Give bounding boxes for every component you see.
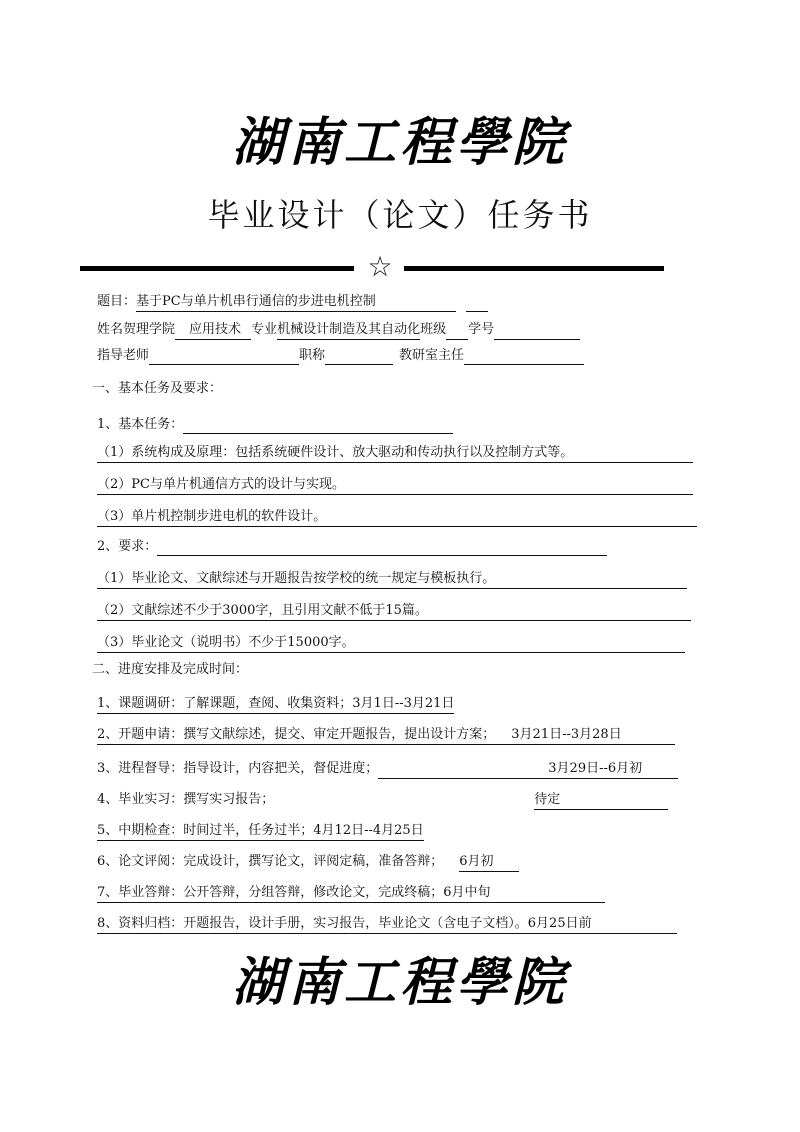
- title-label: 职称: [299, 348, 326, 363]
- schedule-task: 8、资料归档：开题报告，设计手册，实习报告，毕业论文（含电子文档）。: [97, 916, 528, 931]
- college-blank: [175, 325, 189, 340]
- schedule-task: 6、论文评阅：完成设计，撰写论文，评阅定稿，准备答辩；: [97, 854, 444, 869]
- schedule-item: [97, 915, 677, 934]
- schedule-task: 3、进程督导：指导设计，内容把关，督促进度；: [97, 761, 379, 776]
- schedule-item: [97, 853, 519, 872]
- requirement-item: （1）毕业论文、文献综述与开题报告按学校的统一规定与模板执行。: [97, 570, 687, 589]
- class-label: 班级: [420, 322, 447, 337]
- schedule-item: [97, 726, 675, 745]
- requirements-heading: 2、要求：: [97, 539, 158, 554]
- schedule-time: 待定: [534, 791, 668, 810]
- basic-task-heading: 1、基本任务：: [97, 417, 184, 432]
- school-logo-bottom: 湖南工程學院: [231, 952, 568, 1013]
- basic-task-item: （3）单片机控制步进电机的软件设计。: [97, 508, 697, 527]
- schedule-task: 7、毕业答辩：公开答辩，分组答辩，修改论文，完成终稿；: [97, 885, 444, 900]
- requirement-item: （2）文献综述不少于3000字，且引用文献不低于15篇。: [97, 602, 691, 621]
- major-label: 专业: [251, 322, 278, 337]
- college-value: 贺理学院: [123, 322, 176, 337]
- dept-value: 应用技术: [189, 321, 241, 340]
- topic-blank: [376, 297, 456, 312]
- topic-line: [97, 293, 488, 312]
- requirements-blank: [157, 541, 607, 556]
- topic-label: 题目：: [97, 294, 137, 309]
- schedule-task: 5、中期检查：时间过半，任务过半；: [97, 823, 314, 838]
- schedule-item: [97, 695, 454, 714]
- schedule-item: [97, 884, 605, 903]
- requirements-line: [97, 538, 607, 556]
- schedule-item: [97, 760, 678, 779]
- requirement-item: （3）毕业论文（说明书）不少于15000字。: [97, 634, 685, 653]
- section2-heading: 二、进度安排及完成时间：: [92, 662, 249, 677]
- schedule-blank: [378, 764, 548, 779]
- advisor-line: [97, 347, 584, 365]
- name-label: 姓名: [97, 322, 124, 337]
- director-label: 教研室主任: [399, 348, 465, 363]
- schedule-time: 6月初: [459, 853, 519, 872]
- document-title: 毕业设计（论文）任务书: [207, 196, 593, 234]
- schedule-time: 3月29日--6月初: [548, 760, 678, 779]
- basic-task-line: [97, 416, 453, 434]
- topic-value: 基于PC与单片机串行通信的步进电机控制: [136, 293, 376, 312]
- schedule-time: 6月25日前: [527, 916, 592, 931]
- section1-heading: 一、基本任务及要求：: [92, 381, 223, 396]
- director-blank: [464, 350, 584, 365]
- school-logo-top: 湖南工程學院: [231, 112, 568, 173]
- divider-bar-right: [404, 266, 664, 271]
- title-divider: [80, 250, 664, 285]
- title-blank: [325, 350, 393, 365]
- schedule-time: 4月12日--4月25日: [313, 823, 424, 838]
- id-blank: [494, 325, 580, 340]
- schedule-task: 4、毕业实习：撰写实习报告；: [97, 792, 275, 807]
- major-value: 机械设计制造及其自动化: [277, 321, 420, 340]
- class-blank: [446, 325, 468, 340]
- topic-blank-2: [466, 297, 488, 312]
- star-icon: ☆: [367, 250, 393, 283]
- dept-blank: [241, 325, 251, 340]
- basic-task-item: （2）PC与单片机通信方式的设计与实现。: [97, 476, 693, 495]
- schedule-item: [97, 791, 668, 810]
- schedule-time: 3月21日--3月28日: [511, 727, 622, 742]
- basic-task-item: （1）系统构成及原理：包括系统硬件设计、放大驱动和传动执行以及控制方式等。: [97, 444, 693, 463]
- schedule-time: 3月1日--3月21日: [352, 696, 455, 711]
- id-label: 学号: [468, 322, 495, 337]
- advisor-blank: [149, 350, 299, 365]
- schedule-item: [97, 822, 424, 841]
- schedule-task: 1、课题调研：了解课题，查阅、收集资料；: [97, 696, 353, 711]
- student-line: [97, 321, 580, 340]
- schedule-task: 2、开题申请：撰写文献综述，提交、审定开题报告，提出设计方案；: [97, 727, 496, 742]
- basic-task-blank: [183, 419, 453, 434]
- schedule-time: 6月中旬: [443, 885, 491, 900]
- divider-bar-left: [80, 266, 354, 271]
- advisor-label: 指导老师: [97, 348, 150, 363]
